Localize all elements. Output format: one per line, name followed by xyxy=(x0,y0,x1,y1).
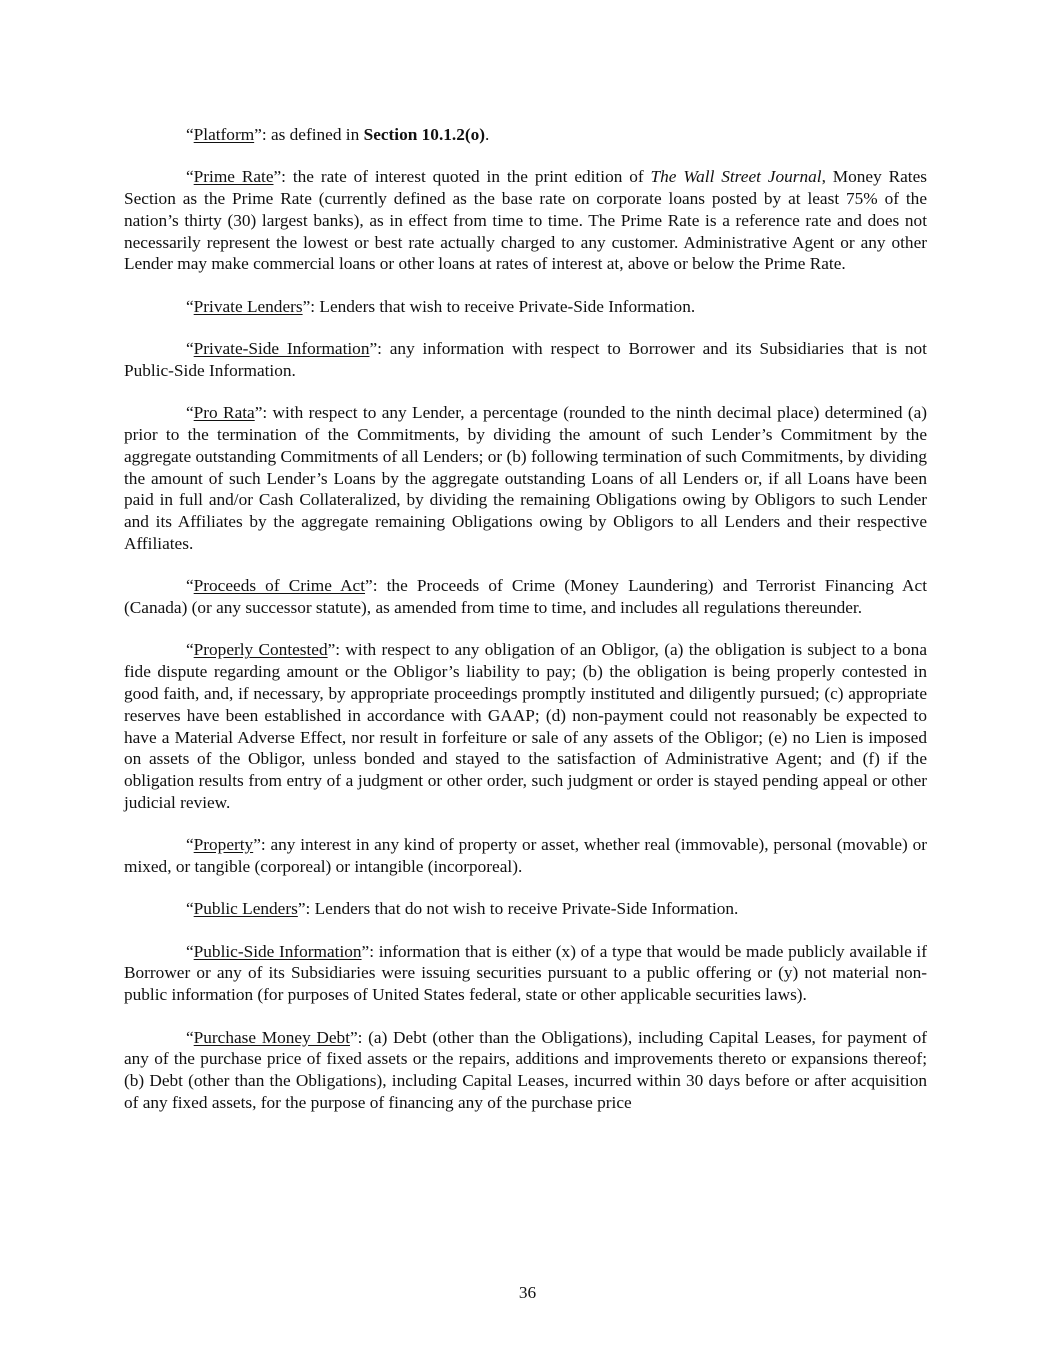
defined-term: Property xyxy=(193,835,254,855)
defined-term: Public Lenders xyxy=(193,899,298,919)
defined-term: Private Lenders xyxy=(193,296,303,316)
definition-prime-rate: “Prime Rate”: the rate of interest quoted in the print edition of The Wall Street Journal, Money Rates Section as the Prime Rate (currently defined as the base rate on corporate loans posted by at least 75% of the nation’s thirty (30) largest banks), as in effect from time to time. The Prime Rate is a reference rate and does not necessarily represent the lowest or best rate actually charged to any customer. Administrative Agent or any other Lender may make commercial loans or other loans at rates of interest at, above or below the Prime Rate. xyxy=(124,167,927,274)
defined-term: Proceeds of Crime Act xyxy=(193,576,366,596)
defined-term: Pro Rata xyxy=(193,403,255,423)
section-reference: Section 10.1.2(o) xyxy=(363,125,486,144)
definition-purchase-money-debt: “Purchase Money Debt”: (a) Debt (other than the Obligations), including Capital Leases, for payment of any of the purchase price of fixed assets or the repairs, additions and improvements thereto or expansions thereof; (b) Debt (other than the Obligations), including Capital Leases, incurred within 30 days before or after acquisition of any fixed assets, for the purpose of financing any of the purchase price xyxy=(124,1027,927,1112)
definition-properly-contested: “Properly Contested”: with respect to any obligation of an Obligor, (a) the obligation is subject to a bona fide dispute regarding amount or the Obligor’s liability to pay; (b) the obligation is being properly contested in good faith, and, if necessary, by appropriate proceedings promptly instituted and diligently pursued; (c) appropriate reserves have been established in accordance with GAAP; (d) non-payment could not reasonably be expected to have a Material Adverse Effect, nor result in forfeiture or sale of any assets of the Obligor; (e) no Lien is imposed on assets of the Obligor, unless bonded and stayed to the satisfaction of Administrative Agent; and (f) if the obligation results from entry of a judgment or other order, such judgment or order is stayed pending appeal or other judicial review. xyxy=(124,640,927,812)
definition-proceeds-of-crime-act: “Proceeds of Crime Act”: the Proceeds of Crime (Money Laundering) and Terrorist Financing Act (Canada) (or any successor statute), as amended from time to time, and includes all regulations thereunder. xyxy=(124,576,927,618)
definition-public-side-information: “Public-Side Information”: information that is either (x) of a type that would be made publicly available if Borrower or any of its Subsidiaries were issuing securities pursuant to a public offering or (y) not material non-public information (for purposes of United States federal, state or other applicable securities laws). xyxy=(124,941,927,1005)
defined-term: Platform xyxy=(193,125,255,144)
definition-pro-rata: “Pro Rata”: with respect to any Lender, a percentage (rounded to the ninth decimal place) determined (a) prior to the termination of the Commitments, by dividing the amount of such Lender’s Commitment by the aggregate outstanding Commitments of all Lenders; or (b) following termination of such Commitments, by dividing the amount of such Lender’s Loans by the aggregate outstanding Loans of all Lenders or, if all Loans have been paid in full and/or Cash Collateralized, by dividing the remaining Obligations owing by Obligors to such Lender and its Affiliates by the aggregate remaining Obligations owing by Obligors to all Lenders and their respective Affiliates. xyxy=(124,403,927,553)
defined-term: Private-Side Information xyxy=(193,339,370,359)
defined-term: Purchase Money Debt xyxy=(193,1027,350,1047)
definition-platform: “Platform”: as defined in Section 10.1.2(o). xyxy=(186,125,490,144)
document-page xyxy=(124,124,927,1134)
definition-private-side-information: “Private-Side Information”: any information with respect to Borrower and its Subsidiaries that is not Public-Side Information. xyxy=(124,339,927,380)
publication-title: The Wall Street Journal xyxy=(650,167,822,187)
definition-public-lenders: “Public Lenders”: Lenders that do not wish to receive Private-Side Information. xyxy=(186,899,739,919)
defined-term: Properly Contested xyxy=(193,640,328,660)
page-number: 36 xyxy=(518,1283,537,1302)
defined-term: Prime Rate xyxy=(193,167,274,187)
definition-private-lenders: “Private Lenders”: Lenders that wish to receive Private-Side Information. xyxy=(186,296,696,316)
definition-property: “Property”: any interest in any kind of property or asset, whether real (immovable), personal (movable) or mixed, or tangible (corporeal) or intangible (incorporeal). xyxy=(124,835,927,877)
defined-term: Public-Side Information xyxy=(193,941,362,961)
